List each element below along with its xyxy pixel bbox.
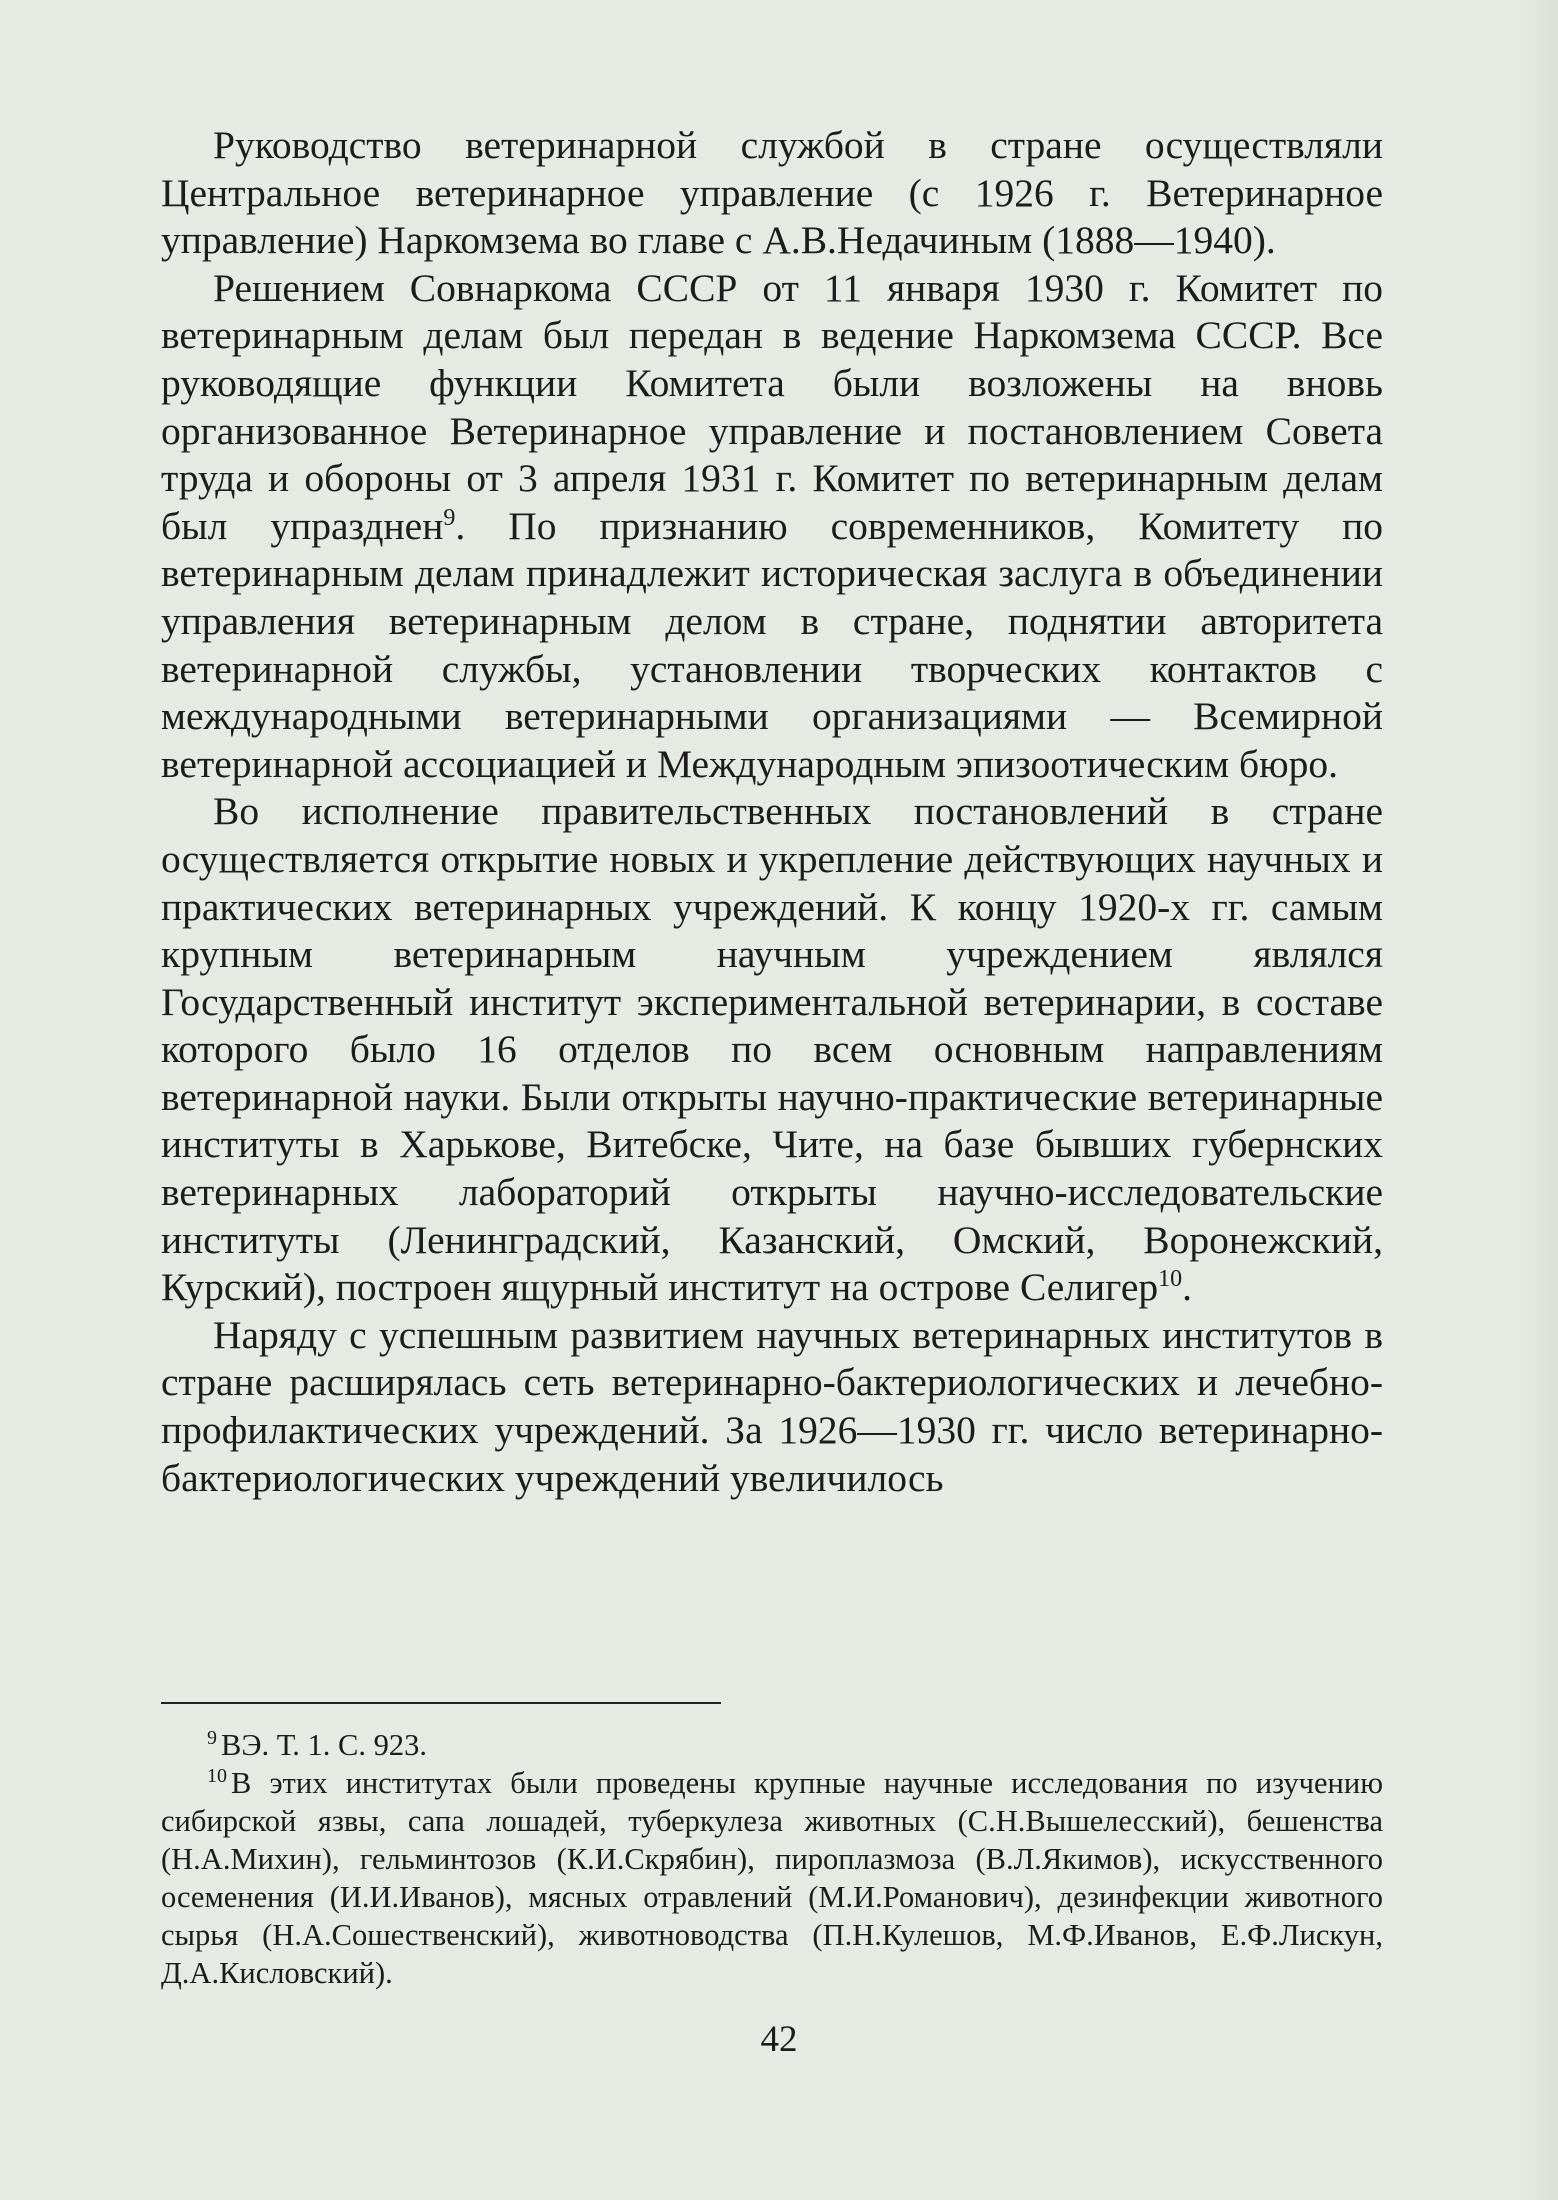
paragraph-text: . По признанию современников, Комитету по ветеринарным делам принадлежит историческая заслуга в объединении управления ветеринарным делом в стране, поднятии авторитета ветеринарной службы, установлении творческих контактов с международными ветеринарными организациями — Всемирной ветеринарной ассоциацией и Международным эпизоотическим бюро. bbox=[161, 503, 1383, 786]
footnote-mark: 9 bbox=[207, 1726, 217, 1749]
paragraph bbox=[161, 788, 1383, 1312]
paragraph bbox=[161, 122, 1383, 265]
footnote bbox=[161, 1726, 1383, 1764]
footnotes bbox=[161, 1726, 1383, 1992]
paragraph-text: Наряду с успешным развитием научных ветеринарных институтов в стране расширялась сеть ветеринарно-бактериологических и лечебно-профилактических учреждений. За 1926—1930 гг. число ветеринарно-бактериологических учреждений увеличилось bbox=[161, 1312, 1383, 1500]
footnote-text: ВЭ. Т. 1. С. 923. bbox=[221, 1728, 428, 1762]
footnote-reference: 9 bbox=[443, 504, 456, 531]
paragraph bbox=[161, 1312, 1383, 1502]
paragraph-text: . bbox=[1182, 1265, 1192, 1310]
footnote-mark: 10 bbox=[207, 1764, 227, 1787]
page-number: 42 bbox=[760, 2019, 798, 2060]
paragraph-text: Во исполнение правительственных постановлений в стране осуществляется открытие новых и укрепление действующих научных и практических ветеринарных учреждений. К концу 1920-х гг. самым крупным ветеринарным научным учреждением являлся Государственный институт экспериментальной ветеринарии, в составе которого было 16 отделов по всем основным направлениям ветеринарной науки. Были открыты научно-практические ветеринарные институты в Харькове, Витебске, Чите, на базе бывших губернских ветеринарных лабораторий открыты научно-исследовательские институты (Ленинградский, Казанский, Омский, Воронежский, Курский), построен ящурный институт на острове Селигер bbox=[161, 789, 1383, 1310]
footnote-text: В этих институтах были проведены крупные научные исследования по изучению сибирской язвы, сапа лошадей, туберкулеза животных (С.Н.Вышелесский), бешенства (Н.А.Михин), гельминтозов (К.И.Скрябин), пироплазмоза (В.Л.Якимов), искусственного осеменения (И.И.Иванов), мясных отравлений (М.И.Романович), дезинфекции животного сырья (Н.А.Сошественский), животноводства (П.Н.Кулешов, М.Ф.Иванов, Е.Ф.Лискун, Д.А.Кисловский). bbox=[161, 1766, 1383, 1990]
page-edge-shadow bbox=[1518, 0, 1558, 2200]
paragraph-text: Руководство ветеринарной службой в стране осуществляли Центральное ветеринарное управление (с 1926 г. Ветеринарное управление) Наркомзема во главе с А.В.Недачиным (1888—1940). bbox=[161, 123, 1383, 263]
footnote-reference: 10 bbox=[1158, 1266, 1183, 1293]
footnote-separator bbox=[161, 1702, 721, 1704]
footnote bbox=[161, 1764, 1383, 1992]
main-text bbox=[161, 122, 1383, 1502]
paragraph bbox=[161, 265, 1383, 789]
paragraph-text: Решением Совнаркома СССР от 11 января 1930 г. Комитет по ветеринарным делам был передан в ведение Наркомзема СССР. Все руководящие функции Комитета были возложены на вновь организованное Ветеринарное управление и постановлением Совета труда и обороны от 3 апреля 1931 г. Комитет по ветеринарным делам был упразднен bbox=[161, 265, 1383, 548]
